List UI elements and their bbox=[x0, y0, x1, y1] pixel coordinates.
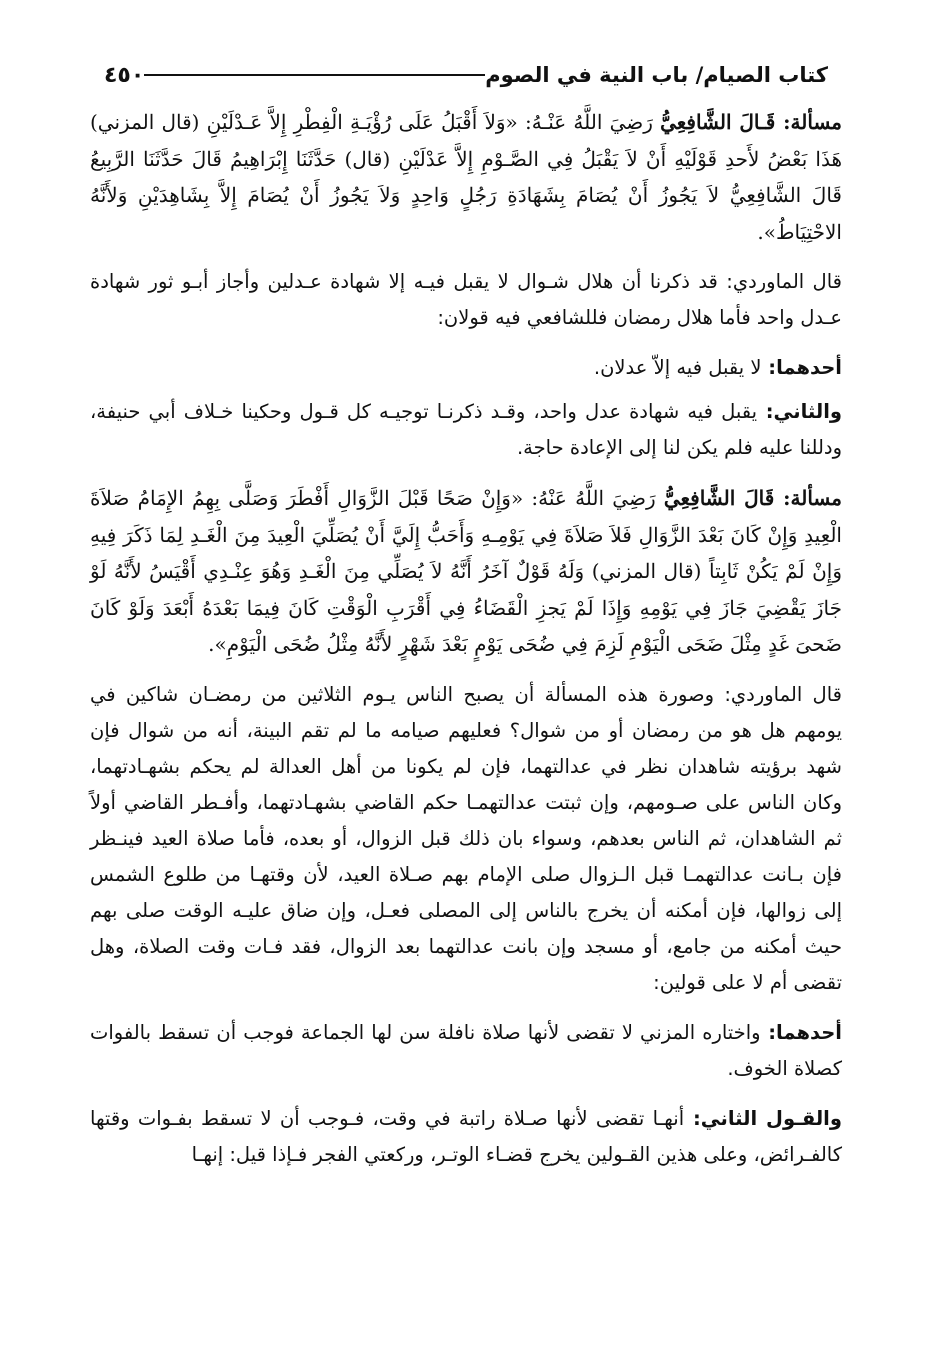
paragraph-text: قال الماوردي: وصورة هذه المسألة أن يصبح الناس يـوم الثلاثين من رمضـان شاكين في يومهم هل هو من رمضان أو من شوال؟ فعليهم صيامه ما لم تقم البينة، أنه من شوال فإن شهد برؤيته شاهدان نظر في عدالتهما، فإن لم يكونا من أهل العدالة لم يحكم بشهـادتهما، وكان الناس على صـومهم، وإن ثبتت عدالتهمـا حكم القاضي بشهـادتهما، وأفـطر القاضي أولاً ثم الشاهدان، ثم الناس بعدهم، وسواء بان ذلك قبل الزوال، أو بعده، فأما صلاة العيد فينـظر فإن بـانت عدالتهمـا قبل الـزوال صلى الإمام بهم صـلاة العيد، لأن وقتهـا من طلوع الشمس إلى زوالها، فإن أمكنه أن يخرج بالناس إلى المصلى فعـل، وإن ضاق عليـه الوقت صلى بهم حيث أمكنه من جامع، أو مسجد وإن بانت عدالتهما بعد الزوال، فقد فـات وقت الصلاة، وهل تقضى أم لا على قولين: bbox=[90, 682, 842, 994]
paragraph-lead: أحدهما: bbox=[760, 1020, 842, 1044]
paragraph-lead: مسألة: bbox=[774, 486, 842, 510]
page-header bbox=[90, 52, 842, 98]
paragraph-lead-name: قَالَ الشَّافِعِيُّ bbox=[663, 486, 775, 510]
paragraph-text: لا يقبل فيه إلاّ عدلان. bbox=[593, 356, 762, 379]
paragraph bbox=[90, 394, 842, 466]
paragraph-lead: والقـول الثاني: bbox=[684, 1106, 842, 1130]
paragraph-text: قال الماوردي: قد ذكرنا أن هلال شـوال لا يقبل فيـه إلا شهادة عـدلين وأجاز أبـو ثور شهادة عـدل واحد فأما هلال رمضان فللشافعي فيه قولان: bbox=[90, 270, 842, 329]
paragraph bbox=[90, 1015, 842, 1087]
paragraph-text: رَضِيَ اللَّهُ عَنْهُ: «وَإِنْ صَحًا قَبْلَ الزَّوَالِ أَفْطَرَ وَصَلَّى بِهِمُ الإِمَامُ صَلاَةَ الْعِيدِ وَإِنْ كَانَ بَعْدَ الزَّوَالِ فَلاَ صَلاَةَ فِي يَوْمِـهِ وَأَحَبُّ إِلَيَّ أَنْ يُصَلِّيَ الْعِيدَ مِنَ الْغَـدِ لِمَا ذَكَرَ فِيهِ وَإِنْ لَمْ يَكُنْ ثَابِتاً (قال المزني) وَلَهُ قَوْلٌ آخَرُ أَنَّهُ لاَ يُصَلِّي مِنَ الْغَـدِ وَهُوَ عِنْـدِي أَقْيَسُ لأَنَّهُ لَوْ جَازَ يَقْضِيَ جَازَ فِي يَوْمِهِ وَإِذَا لَمْ يَجزِ الْقَضَاءُ فِي أَقْرَبِ الْوَقْتِ كَانَ فِيمَا بَعْدَهُ أَبْعَدَ وَلَوْ كَانَ ضَحىَ غَدٍ مِثْلَ ضَحَى الْيَوْمِ لَزِمَ فِي ضُحَى يَوْمٍ بَعْدَ شَهْرٍ لأَنَّهُ مِثْلُ ضُحَى الْيَوْمِ». bbox=[90, 486, 842, 656]
paragraph-text: واختاره المزني لا تقضى لأنها صلاة نافلة سن لها الجماعة فوجب أن تسقط بالفوات كصلاة الخوف. bbox=[90, 1020, 842, 1080]
paragraph bbox=[90, 677, 842, 1001]
page-number: ٤٥٠ bbox=[104, 62, 145, 88]
paragraph bbox=[90, 264, 842, 336]
paragraph bbox=[90, 1101, 842, 1173]
page-body bbox=[90, 104, 842, 1173]
running-title: كتاب الصيام/ باب النية في الصوم bbox=[485, 63, 828, 87]
paragraph-text: أنهـا تقضى لأنها صـلاة راتبة في وقت، فـوجب أن لا تسقط بفـوات وقتها كالفـرائض، وعلى هذين القـولين يخرج قضـاء الوتـر، وركعتي الفجر فـإذا قيل: إنهـا bbox=[90, 1106, 842, 1166]
paragraph-text: رَضِيَ اللَّهُ عَنْـهُ: «وَلاَ أَقْبَلُ عَلَى رُؤْيَـةِ الْفِطْرِ إِلاَّ عَـدْلَيْنِ (قال المزني) هَذَا بَعْضُ لأَحدِ قَوْلَيْهِ أَنْ لاَ يَقْبَلُ فِي الصَّـوْمِ إِلاَّ عَدْلَيْنِ (قال) حَدَّثَنَا إِبْرَاهِيمُ قَالَ حَدَّثَنَا الرَّبِيعُ قَالَ الشَّافِعِيُّ لاَ يَجُوزُ أَنْ يُصَامَ بِشَهَادَةِ رَجُلٍ وَاحِدٍ وَلاَ يَجُوزُ أَنْ يُصَامَ إِلاَّ بِشَاهِدَيْنِ وَلأَنَّهُ الاحْتِيَاطُ». bbox=[90, 110, 842, 244]
paragraph-lead: أحدهما: bbox=[761, 356, 842, 379]
paragraph-text: يقبل فيه شهادة عدل واحد، وقـد ذكرنـا توجيـه كل قـول وحكينا خـلاف أبي حنيفة، ودللنا عليه فلم يكن لنا إلى الإعادة حاجة. bbox=[90, 400, 842, 459]
paragraph-lead: مسألة: bbox=[775, 110, 843, 134]
paragraph-lead-name: قَـالَ الشَّافِعِيُّ bbox=[660, 110, 776, 134]
paragraph bbox=[90, 350, 842, 386]
paragraph-lead: والثاني: bbox=[757, 400, 843, 423]
paragraph bbox=[90, 104, 842, 250]
paragraph bbox=[90, 480, 842, 663]
header-rule bbox=[144, 74, 485, 76]
